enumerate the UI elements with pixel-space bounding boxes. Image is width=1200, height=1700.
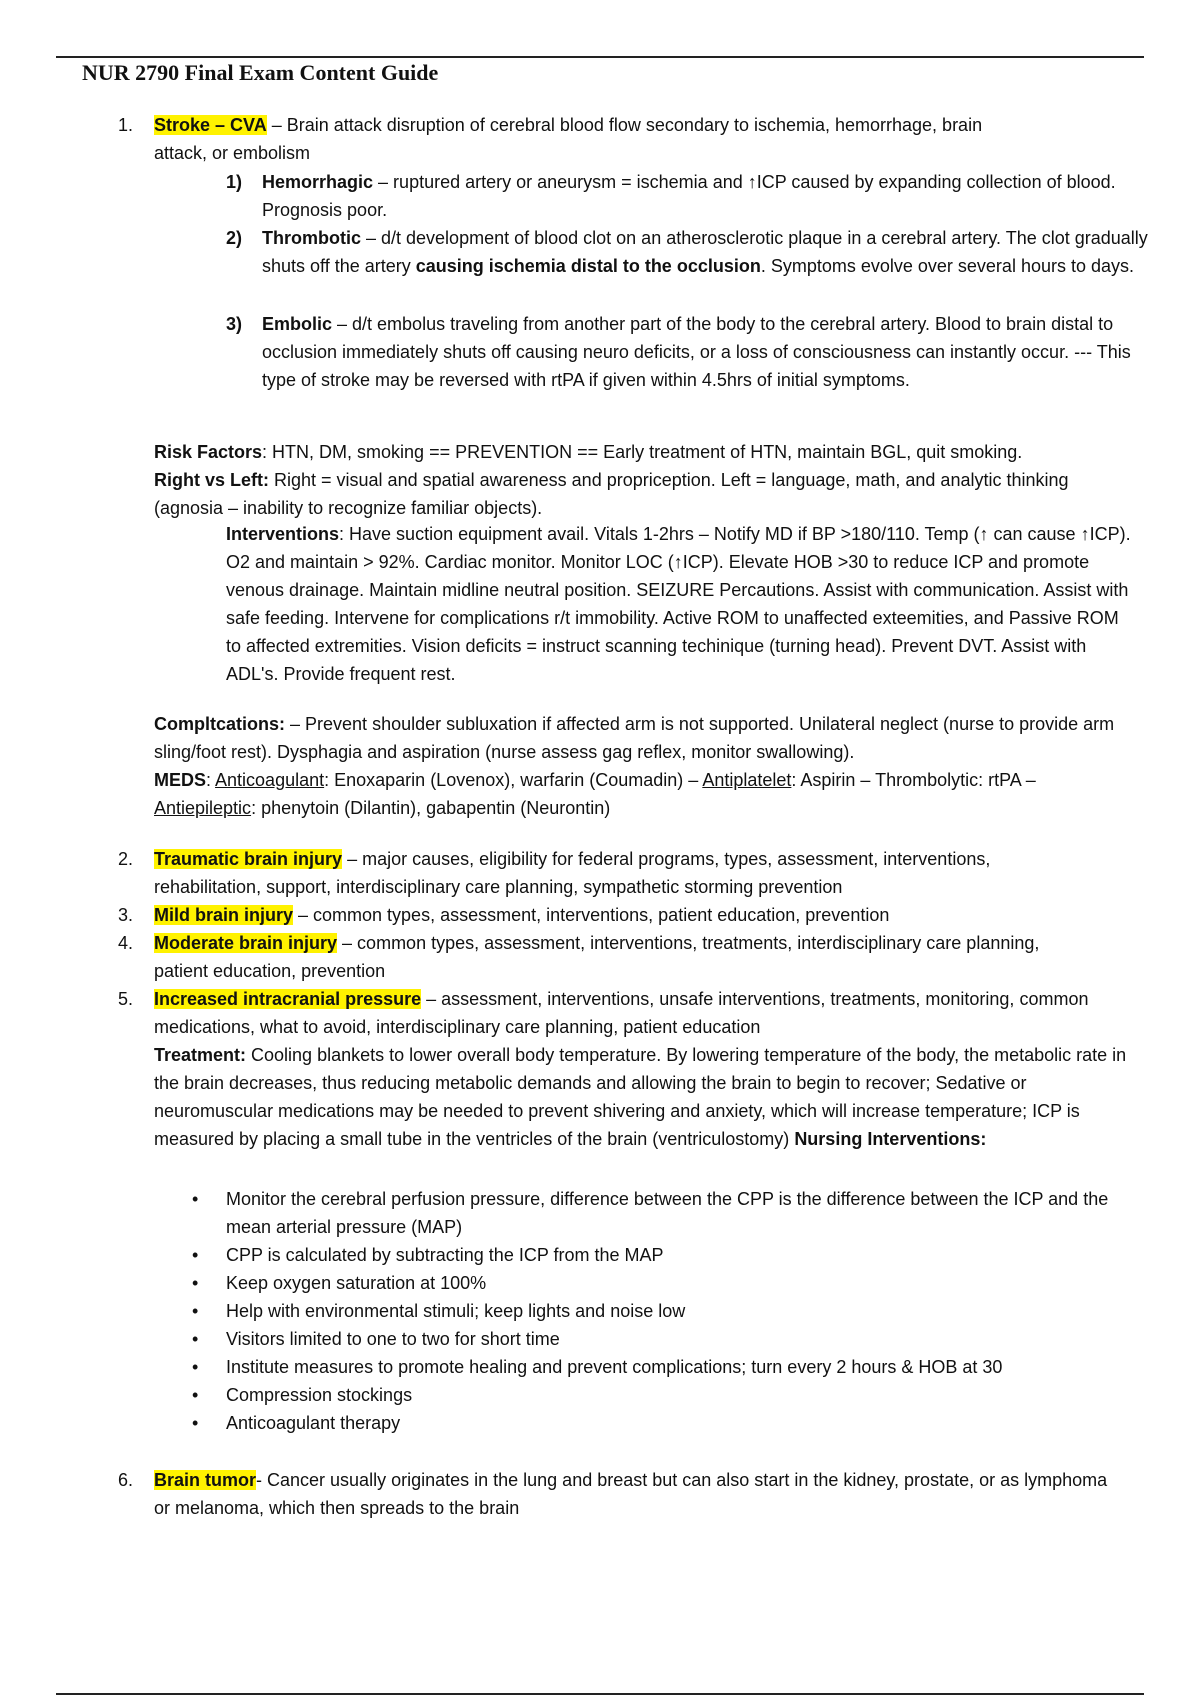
list-item bbox=[192, 1185, 1156, 1241]
mild-item bbox=[154, 901, 1134, 929]
list-item bbox=[192, 1325, 1156, 1353]
bullet-text: Keep oxygen saturation at 100% bbox=[226, 1273, 487, 1293]
tumor-heading: Brain tumor bbox=[154, 1470, 257, 1490]
bullet-text: Institute measures to promote healing and prevent complications; turn every 2 hours & HOB at 30 bbox=[226, 1357, 1003, 1377]
type-thrombotic bbox=[262, 224, 1162, 280]
treatment-text: Cooling blankets to lower overall body temperature. By lowering temperature of the body, the metabolic rate in the brain decreases, thus reducing metabolic demands and allowing the brain to begin to recover; Sedative or neuromuscular medications may be needed to prevent shivering and anxiety, which will increase temperature; ICP is measured by placing a small tube in the ventricles of the brain (ventriculostomy) bbox=[154, 1045, 1127, 1149]
complications bbox=[154, 710, 1154, 822]
tbi-heading: Traumatic brain injury bbox=[154, 849, 343, 869]
complications-text: – Prevent shoulder subluxation if affected arm is not supported. Unilateral neglect (nurse to provide arm sling/foot rest). Dysphagia and aspiration (nurse assess gag reflex, monitor swallowing). bbox=[154, 714, 1115, 762]
list-item bbox=[192, 1297, 1156, 1325]
tbi-item bbox=[154, 845, 1094, 901]
risk-factors bbox=[154, 438, 1104, 522]
moderate-heading: Moderate brain injury bbox=[154, 933, 338, 953]
nursing-interventions-label: Nursing Interventions: bbox=[794, 1129, 987, 1149]
icp-heading: Increased intracranial pressure bbox=[154, 989, 422, 1009]
interventions bbox=[226, 520, 1136, 688]
interventions-label: Interventions bbox=[226, 524, 340, 544]
item-number: 2. bbox=[118, 849, 134, 869]
risk-text: : HTN, DM, smoking == PREVENTION == Early treatment of HTN, maintain BGL, quit smoking. bbox=[262, 442, 1023, 462]
tbi-text: – major causes, eligibility for federal programs, types, assessment, interventions, rehabilitation, support, interdisciplinary care planning, sympathetic storming prevention bbox=[154, 849, 991, 897]
moderate-item bbox=[154, 929, 1094, 985]
type-text: – d/t development of blood clot on an atherosclerotic plaque in a cerebral artery. The clot gradually shuts off the artery bbox=[262, 228, 1148, 276]
bullet-icon: • bbox=[192, 1273, 199, 1293]
complications-label: Compltcations: bbox=[154, 714, 286, 734]
meds-antiplatelet: Antiplatelet bbox=[702, 770, 792, 790]
item-number: 3. bbox=[118, 905, 134, 925]
type-number: 3) bbox=[226, 314, 243, 334]
mild-heading: Mild brain injury bbox=[154, 905, 294, 925]
item-number: 4. bbox=[118, 933, 134, 953]
type-text: – d/t embolus traveling from another part of the body to the cerebral artery. Blood to brain distal to occlusion immediately shuts off causing neuro deficits, or a loss of consciousness can instantly occur. --- This type of stroke may be reversed with rtPA if given within 4.5hrs of initial symptoms. bbox=[262, 314, 1131, 390]
treatment-label: Treatment: bbox=[154, 1045, 247, 1065]
list-item bbox=[192, 1381, 1156, 1409]
bullet-text: Monitor the cerebral perfusion pressure, difference between the CPP is the difference between the ICP and the mean arterial pressure (MAP) bbox=[226, 1189, 1109, 1237]
bullet-text: CPP is calculated by subtracting the ICP from the MAP bbox=[226, 1245, 664, 1265]
type-number: 2) bbox=[226, 228, 243, 248]
top-rule bbox=[56, 56, 1144, 58]
mild-text: – common types, assessment, interventions, patient education, prevention bbox=[293, 905, 890, 925]
bullet-icon: • bbox=[192, 1301, 199, 1321]
meds-label: MEDS bbox=[154, 770, 207, 790]
list-item bbox=[192, 1241, 1156, 1269]
meds-text: : Enoxaparin (Lovenox), warfarin (Coumadin) – bbox=[324, 770, 703, 790]
icp-item bbox=[154, 985, 1144, 1153]
meds-sep: : bbox=[206, 770, 216, 790]
bullet-icon: • bbox=[192, 1385, 199, 1405]
moderate-text: – common types, assessment, interventions, treatments, interdisciplinary care planning, patient education, prevention bbox=[154, 933, 1040, 981]
stroke-heading: Stroke – CVA bbox=[154, 115, 267, 135]
bullet-text: Help with environmental stimuli; keep lights and noise low bbox=[226, 1301, 686, 1321]
bullet-icon: • bbox=[192, 1413, 199, 1433]
bullet-text: Compression stockings bbox=[226, 1385, 413, 1405]
type-name: Thrombotic bbox=[262, 228, 361, 248]
right-left-label: Right vs Left: bbox=[154, 470, 269, 490]
type-name: Embolic bbox=[262, 314, 333, 334]
type-text: . Symptoms evolve over several hours to days. bbox=[760, 256, 1135, 276]
type-name: Hemorrhagic bbox=[262, 172, 374, 192]
meds-text: : phenytoin (Dilantin), gabapentin (Neurontin) bbox=[251, 798, 611, 818]
interventions-text: : Have suction equipment avail. Vitals 1-2hrs – Notify MD if BP >180/110. Temp (↑ can cause ↑ICP). O2 and maintain > 92%. Cardiac monitor. Monitor LOC (↑ICP). Elevate HOB >30 to reduce ICP and promote venous drainage. Maintain midline neutral position. SEIZURE Percautions. Assist with communication. Assist with safe feeding. Intervene for complications r/t immobility. Active ROM to unaffected exteemities, and Passive ROM to affected extremities. Vision deficits = instruct scanning techinique (turning head). Prevent DVT. Assist with ADL's. Provide frequent rest. bbox=[226, 524, 1131, 684]
bullet-icon: • bbox=[192, 1245, 199, 1265]
icp-text: – assessment, interventions, unsafe interventions, treatments, monitoring, common medications, what to avoid, interdisciplinary care planning, patient education bbox=[154, 989, 1089, 1037]
stroke-text-cont: attack, or embolism bbox=[154, 143, 311, 163]
type-text: – ruptured artery or aneurysm = ischemia and ↑ICP caused by expanding collection of blood. Prognosis poor. bbox=[262, 172, 1116, 220]
risk-label: Risk Factors bbox=[154, 442, 263, 462]
bullet-text: Visitors limited to one to two for short time bbox=[226, 1329, 560, 1349]
bullet-icon: • bbox=[192, 1329, 199, 1349]
meds-anticoagulant: Anticoagulant bbox=[215, 770, 325, 790]
stroke-intro bbox=[154, 111, 1154, 167]
bullet-text: Anticoagulant therapy bbox=[226, 1413, 401, 1433]
type-hemorrhagic bbox=[262, 168, 1162, 224]
type-emphasis: causing ischemia distal to the occlusion bbox=[415, 256, 761, 276]
item-number: 6. bbox=[118, 1470, 134, 1490]
tumor-text: - Cancer usually originates in the lung and breast but can also start in the kidney, prostate, or as lymphoma or melanoma, which then spreads to the brain bbox=[154, 1470, 1108, 1518]
icp-bullet-list bbox=[192, 1185, 1156, 1437]
meds-antiepileptic: Antiepileptic bbox=[154, 798, 252, 818]
bottom-rule bbox=[56, 1693, 1144, 1695]
tumor-item bbox=[154, 1466, 1114, 1522]
meds-text: : Aspirin – Thrombolytic: rtPA – bbox=[791, 770, 1036, 790]
list-item bbox=[192, 1353, 1156, 1381]
bullet-icon: • bbox=[192, 1189, 199, 1209]
stroke-text: – Brain attack disruption of cerebral blood flow secondary to ischemia, hemorrhage, brain bbox=[266, 115, 983, 135]
right-left-text: Right = visual and spatial awareness and propriception. Left = language, math, and analytic thinking (agnosia – inability to recognize familiar objects). bbox=[154, 470, 1069, 518]
page-title: NUR 2790 Final Exam Content Guide bbox=[82, 60, 439, 85]
type-number: 1) bbox=[226, 172, 243, 192]
type-embolic bbox=[262, 310, 1162, 394]
list-item bbox=[192, 1409, 1156, 1437]
list-item bbox=[192, 1269, 1156, 1297]
bullet-icon: • bbox=[192, 1357, 199, 1377]
item-number: 5. bbox=[118, 989, 134, 1009]
item-number: 1. bbox=[118, 115, 134, 135]
